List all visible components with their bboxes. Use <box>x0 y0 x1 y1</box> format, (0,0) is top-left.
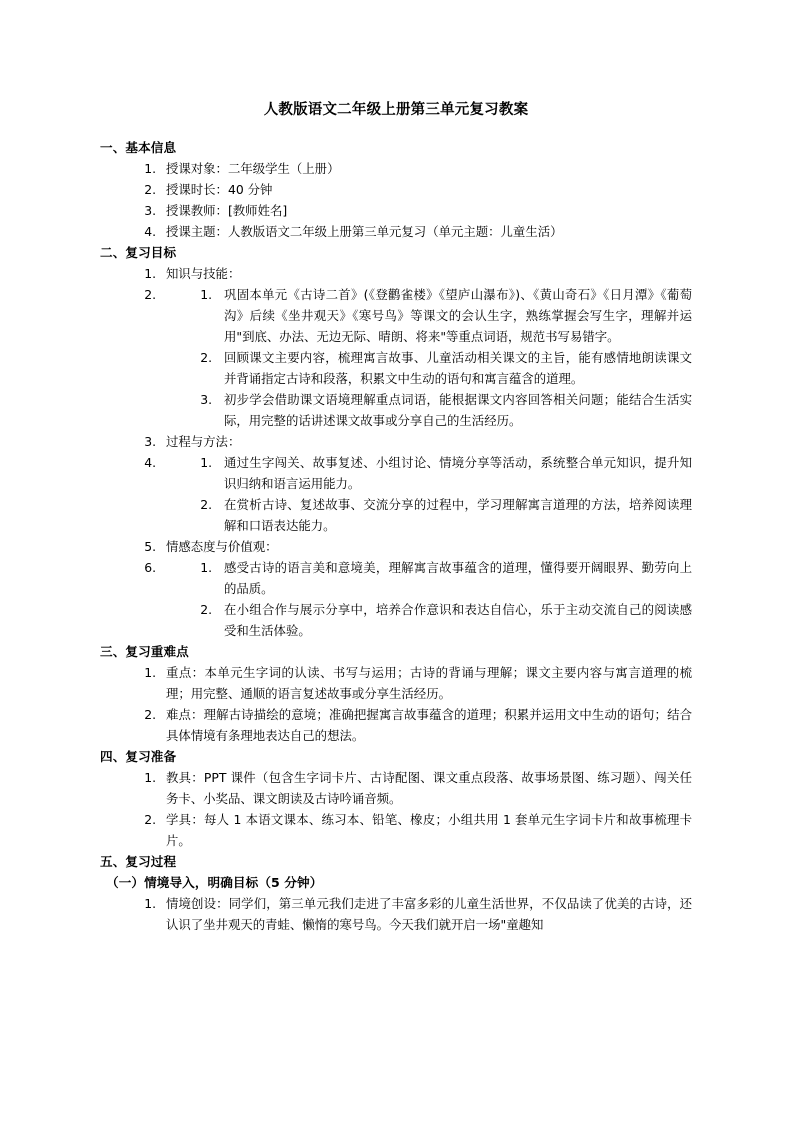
objectives-knowledge-sublist <box>166 284 692 431</box>
list-item: 3. 初步学会借助课文语境理解重点词语，能根据课文内容回答相关问题；能结合生活实际，用完整的话讲述课文故事或分享自己的生活经历。 <box>216 389 692 431</box>
list-item: 2. 难点：理解古诗描绘的意境；准确把握寓言故事蕴含的道理；积累并运用文中生动的语句；结合具体情境有条理地表达自己的想法。 <box>160 704 692 746</box>
list-item: 2. 在小组合作与展示分享中，培养合作意识和表达自信心，乐于主动交流自己的阅读感受和生活体验。 <box>216 599 692 641</box>
section-heading-key-points: 三、复习重难点 <box>100 644 189 659</box>
list-item: 1. 知识与技能： <box>160 263 692 284</box>
process-list <box>100 893 692 935</box>
list-item: 1. 重点：本单元生字词的认读、书写与运用；古诗的背诵与理解；课文主要内容与寓言道理的梳理；用完整、通顺的语言复述故事或分享生活经历。 <box>160 662 692 704</box>
section-heading-objectives: 二、复习目标 <box>100 245 177 260</box>
list-item: 3. 授课教师：[教师姓名] <box>160 200 692 221</box>
objectives-list <box>100 263 692 641</box>
page-title: 人教版语文二年级上册第三单元复习教案 <box>263 102 529 118</box>
list-item: 1. 授课对象：二年级学生（上册） <box>160 158 692 179</box>
key-points-list <box>100 662 692 746</box>
list-item: 4. 授课主题：人教版语文二年级上册第三单元复习（单元主题：儿童生活） <box>160 221 692 242</box>
list-item: 1. 6. 感受古诗的语言美和意境美，理解寓言故事蕴含的道理，懂得要开阔眼界、勤劳向上的品质。 <box>216 557 692 599</box>
section-heading-basic-info: 一、基本信息 <box>100 140 177 155</box>
list-item: 2. 学具：每人 1 本语文课本、练习本、铅笔、橡皮；小组共用 1 套单元生字词卡片和故事梳理卡片。 <box>160 809 692 851</box>
list-item: 1. 情境创设：同学们，第三单元我们走进了丰富多彩的儿童生活世界，不仅品读了优美的古诗，还认识了坐井观天的青蛙、懒惰的寒号鸟。今天我们就开启一场"童趣知 <box>160 893 692 935</box>
list-item: 1. 4. 通过生字闯关、故事复述、小组讨论、情境分享等活动，系统整合单元知识，提升知识归纳和语言运用能力。 <box>216 452 692 494</box>
document-content <box>100 100 692 935</box>
preparation-list <box>100 767 692 851</box>
list-item: 2. 在赏析古诗、复述故事、交流分享的过程中，学习理解寓言道理的方法，培养阅读理解和口语表达能力。 <box>216 494 692 536</box>
subsection-heading-situational-intro: （一）情境导入，明确目标（5 分钟） <box>106 875 323 890</box>
objectives-values-sublist <box>166 557 692 641</box>
section-heading-preparation: 四、复习准备 <box>100 749 177 764</box>
section-heading-process: 五、复习过程 <box>100 854 177 869</box>
objectives-process-sublist <box>166 452 692 536</box>
list-item: 1. 教具：PPT 课件（包含生字词卡片、古诗配图、课文重点段落、故事场景图、练习题）、闯关任务卡、小奖品、课文朗读及古诗吟诵音频。 <box>160 767 692 809</box>
list-item: 1. 2. 巩固本单元《古诗二首》(《登鹳雀楼》《望庐山瀑布》)、《黄山奇石》《日月潭》《葡萄沟》后续《坐井观天》《寒号鸟》等课文的会认生字，熟练掌握会写生字，理解并运用"到底、办法、无边无际、晴朗、将来"等重点词语，规范书写易错字。 <box>216 284 692 347</box>
list-item: 2. 授课时长：40 分钟 <box>160 179 692 200</box>
list-item: 3. 过程与方法： <box>160 431 692 452</box>
list-item-empty <box>160 557 692 641</box>
list-item-empty <box>160 284 692 431</box>
list-item: 2. 回顾课文主要内容，梳理寓言故事、儿童活动相关课文的主旨，能有感情地朗读课文并背诵指定古诗和段落，积累文中生动的语句和寓言蕴含的道理。 <box>216 347 692 389</box>
list-item-empty <box>160 452 692 536</box>
list-item: 5. 情感态度与价值观： <box>160 536 692 557</box>
basic-info-list <box>100 158 692 242</box>
